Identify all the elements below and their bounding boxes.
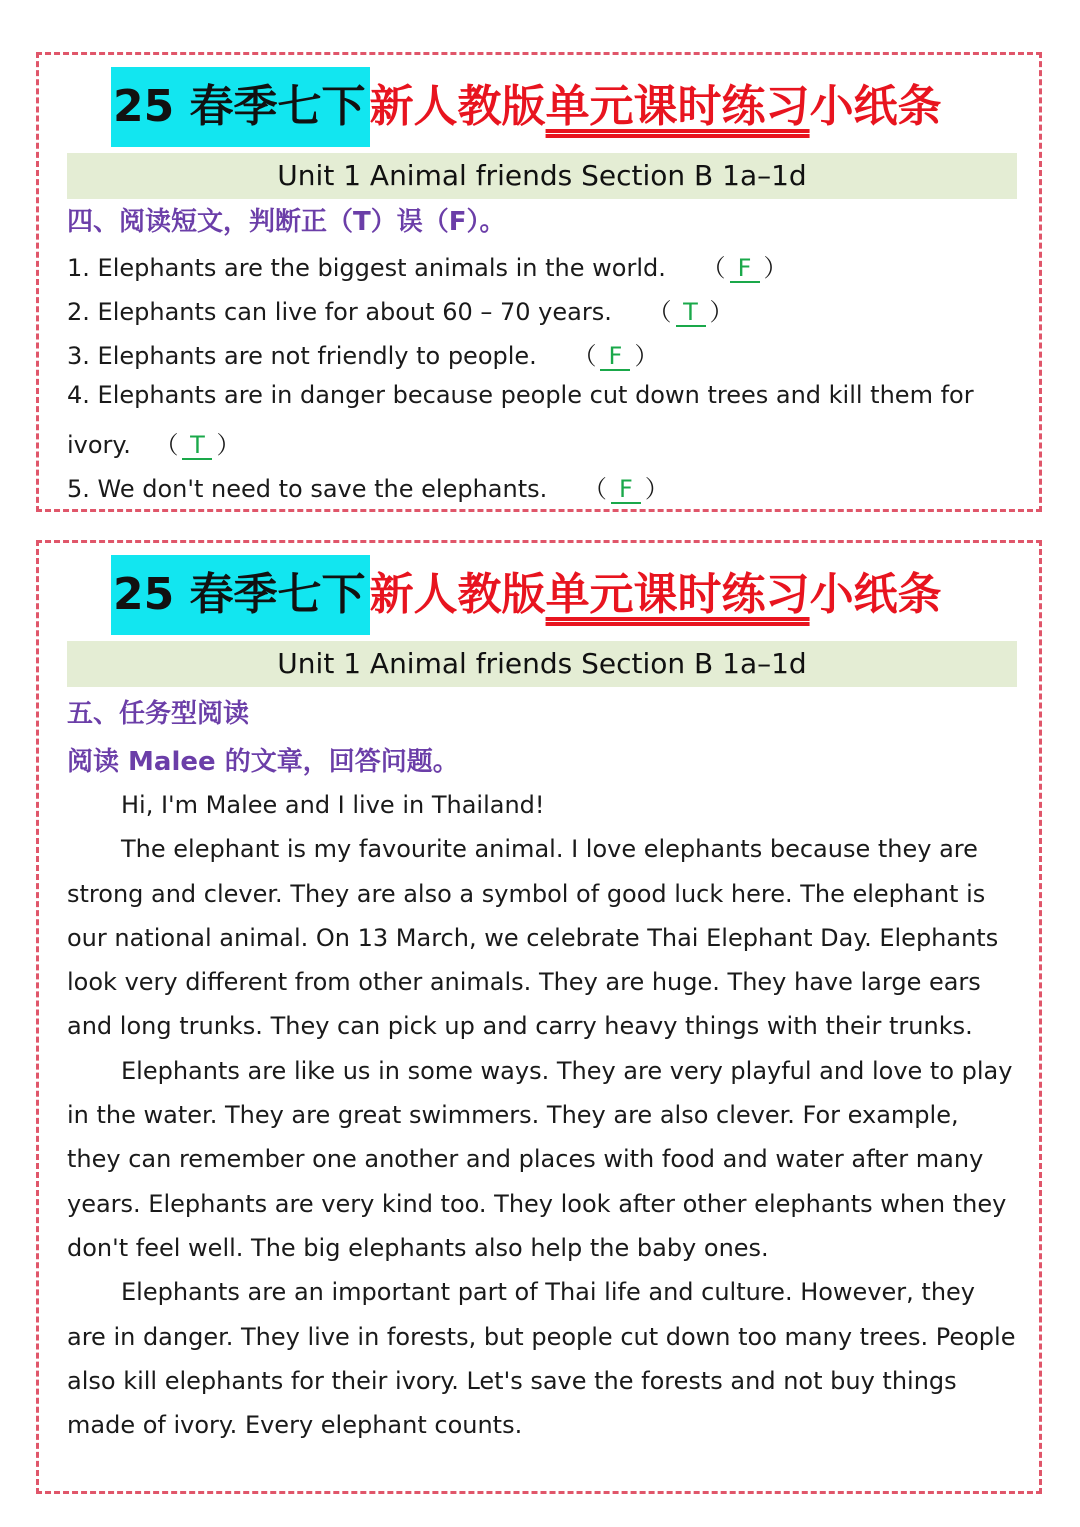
answer-box: （ F ） bbox=[701, 254, 788, 282]
title-tail: 小纸条 bbox=[809, 569, 942, 620]
worksheet-card-1 bbox=[36, 52, 1042, 512]
question-4 bbox=[67, 381, 974, 409]
question-4-cont bbox=[67, 425, 240, 460]
answer: F bbox=[611, 476, 641, 504]
passage-paragraph-1b: Elephants look very different from other animals. They are huge. They have large ears and long trunks. They can pick up and carry heavy things with their trunks. bbox=[67, 923, 999, 1041]
answer-box: （ F ） bbox=[582, 475, 669, 503]
question-1 bbox=[67, 248, 788, 283]
title-tail: 小纸条 bbox=[809, 81, 942, 132]
worksheet-title bbox=[111, 67, 942, 147]
question-text: 1. Elephants are the biggest animals in the world. bbox=[67, 254, 666, 282]
worksheet-title bbox=[111, 555, 942, 635]
answer: T bbox=[676, 299, 706, 327]
question-text: 3. Elephants are not friendly to people. bbox=[67, 342, 537, 370]
title-underlined: 单元课时练习 bbox=[545, 569, 810, 620]
unit-banner: Unit 1 Animal friends Section B 1a–1d bbox=[67, 641, 1017, 687]
title-underlined: 单元课时练习 bbox=[545, 81, 810, 132]
answer: T bbox=[182, 432, 212, 460]
question-5 bbox=[67, 469, 669, 504]
section-heading: 四、阅读短文，判断正（T）误（F）。 bbox=[67, 207, 506, 237]
title-highlight: 25 春季七下 bbox=[111, 555, 370, 635]
greeting: Hi, I'm Malee and I live in Thailand! bbox=[121, 791, 545, 819]
answer: F bbox=[600, 343, 630, 371]
question-2 bbox=[67, 292, 734, 327]
passage-paragraph-1: The elephant is my favourite animal. I love elephants because they are strong and clever. They are also a symbol of good luck here. The elephant is our national animal. On 13 March, we celebrate Thai Elephant Day. bbox=[67, 835, 986, 952]
title-edition: 新人教版 bbox=[369, 81, 546, 132]
passage-paragraph-2: Elephants are like us in some ways. They are very playful and love to play in the water. They are great swimmers. They are also clever. For example, they can remember one another and places with food and water after many years. Elephants are very kind too. They look after other elephants when they don't feel well. The big elephants also help the baby ones. bbox=[67, 1056, 1013, 1262]
answer: F bbox=[730, 255, 760, 283]
question-text: 2. Elephants can live for about 60 – 70 years. bbox=[67, 298, 612, 326]
reading-instruction: 阅读 Malee 的文章，回答问题。 bbox=[67, 747, 459, 777]
title-highlight: 25 春季七下 bbox=[111, 67, 370, 147]
question-text: 5. We don't need to save the elephants. bbox=[67, 475, 548, 503]
question-3 bbox=[67, 336, 658, 371]
worksheet-card-2 bbox=[36, 540, 1042, 1494]
title-edition: 新人教版 bbox=[369, 569, 546, 620]
answer-box: （ T ） bbox=[154, 431, 241, 459]
section-heading: 五、任务型阅读 bbox=[67, 699, 250, 729]
unit-banner: Unit 1 Animal friends Section B 1a–1d bbox=[67, 153, 1017, 199]
reading-passage bbox=[67, 783, 1017, 1447]
answer-box: （ F ） bbox=[572, 342, 659, 370]
passage-paragraph-3: Elephants are an important part of Thai life and culture. However, they are in danger. They live in forests, but people cut down too many trees. People also kill elephants for their ivory. Let's save the forests and not buy things made of ivory. Every elephant counts. bbox=[67, 1278, 1016, 1440]
question-text: ivory. bbox=[67, 431, 131, 459]
answer-box: （ T ） bbox=[647, 298, 734, 326]
question-text: 4. Elephants are in danger because people cut down trees and kill them for bbox=[67, 381, 974, 409]
